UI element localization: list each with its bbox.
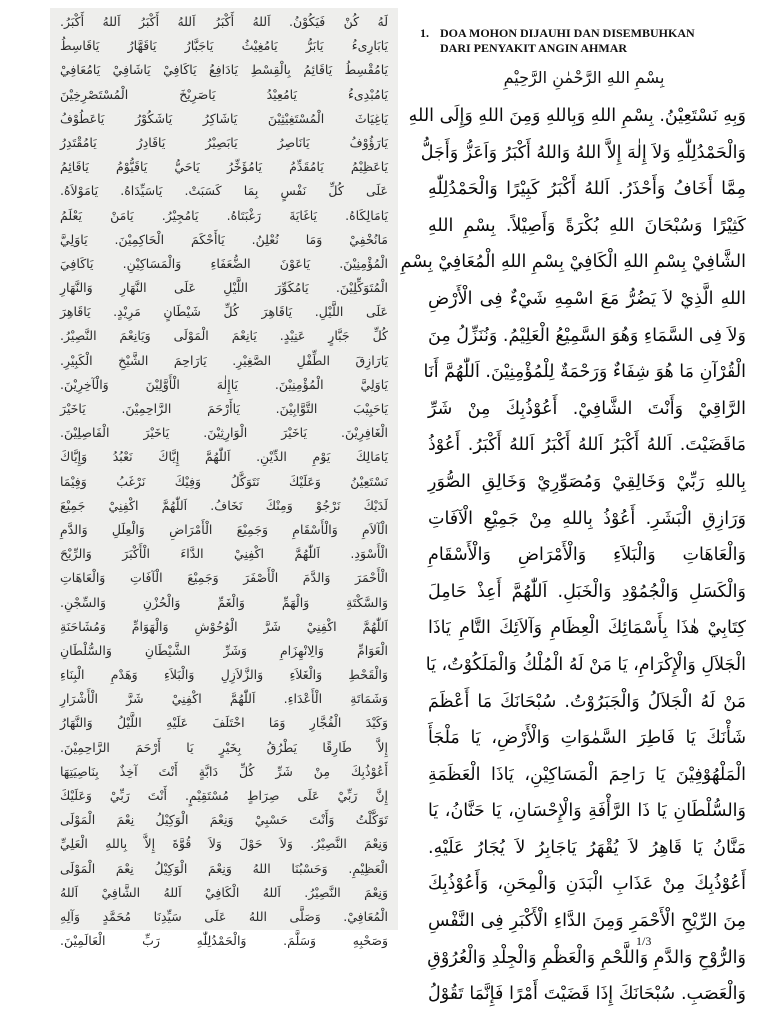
left-text-line: يَارَازِقَ الطِّفْلِ الصَّغِيْرِ. يَارَاحِمَ الشَّيْخِ الْكَبِيْرِ. <box>60 352 388 368</box>
left-text-line: الْعَظِيْمِ. وَحَسْبُنَا اللهُ وَنِعْمَ الْوَكِيْلُ نِعْمَ الْمَوْلَى <box>60 860 388 876</box>
right-text-line: الرَّاقِيْ وَأَنْتَ الشَّافِيْ. أَعُوْذُبِكَ مِنْ شَرِّ <box>428 398 746 419</box>
left-text-line: إِنَّ رَبِّيْ عَلَى صِرَاطٍ مُسْتَقِيْمٍ. أَنْتَ رَبِّيْ وَعَلَيْكَ <box>60 788 388 803</box>
left-text-line: وَصَحْبِهِ وَسَلَّمَ. وَالْحَمْدُلِلّٰهِ رَبِّ الْعَالَمِيْنَ. <box>60 933 388 949</box>
left-text-line: يَاحَبِيْبَ التَّوَّابِيْنَ. يَاأَرْحَمَ الرَّاحِمِيْنَ. يَاخَيْرَ <box>60 401 388 416</box>
right-text-line: وَالْحَمْدُلِلّٰهِ وَلاَ إِلٰهَ إِلاَّ اللهُ وَاللهُ أَكْبَرُ وَاَعَزُّ وَأَجَلُّ <box>420 142 746 163</box>
left-text-line: يَامُبْدِىءُ يَامُعِيْدُ يَاصَرِيْخَ الْمُسْتَصْرِخِيْنَ <box>60 86 388 102</box>
left-text-line: يَامُقْسِطُ يَاقَائِمُ بِالْقِسْطِ يَادَافِعُ يَاكَافِيْ يَاشَافِيْ يَامُعَافِيْ <box>60 62 388 78</box>
right-text-line: الْقُرْآنِ مَا هُوَ شِفَاءٌ وَرَحْمَةٌ لِلْمُؤْمِنِيْنَ. اَللّٰهُمَّ أَنَا <box>423 362 746 383</box>
left-text-line: عَلَى كُلِّ نَفْسٍ بِمَا كَسَبَتْ. يَاسَيِّدَاهُ. يَامَوْلاَهُ. <box>60 183 388 199</box>
left-text-line: يَامَالِكَاهُ. يَاغَايَةَ رَغْبَتَاهُ. يَامُجِيْرُ. يَامَنْ يَعْلَمُ <box>60 207 388 223</box>
right-text-line: أَعُوْذُبِكَ مِنْ عَذَابِ الْبَدَنِ وَالْمِحَنِ، وَأَعُوْذُبِكَ <box>428 874 746 895</box>
right-text-line: وَالْكَسَلِ وَالْجُمُوْدِ وَالْخَبَلِ. اَللّٰهُمَّ أَعِذْ حَامِلَ <box>428 581 746 602</box>
right-text-line: وَالسُّلْطَانِ يَا ذَا الرَّأْفَةِ وَالْإِحْسَانِ، يَا حَنَّانُ، يَا <box>428 801 746 822</box>
right-text-line: شَأْنَكَ يَا فَاطِرَ السَّمٰوَاتِ وَالْأَرْضِ، يَا مَلْجَأَ <box>428 728 746 749</box>
right-text-line: بِاللهِ رَبِّيْ وَخَالِقِيْ وَمُصَوِّرِيْ وَخَالِقِ الصُّوَرِ <box>428 471 746 492</box>
left-text-line: اَللّٰهُمَّ اكْفِنِيْ شَرَّ الْوُحُوْشِ وَالْهَوَامِّ وَمُشَاحَنَةِ <box>60 618 388 634</box>
left-text-line: وَشَمَاتَةِ الْأَعْدَاءِ. اَللّٰهُمَّ اكْفِنِيْ شَرَّ الْأَشْرَارِ <box>60 691 388 707</box>
right-text-line: اللهِ الَّذِيْ لاَ يَضُرُّ مَعَ اسْمِهِ شَيْءٌ فِى الْأَرْضِ <box>428 288 746 309</box>
heading-line-2: DARI PENYAKIT ANGIN AHMAR <box>440 41 628 55</box>
left-text-line: يَابَارِىءُ يَابَرُّ يَامُغِيْثُ يَاجَبَّارُ يَاقَهَّارُ يَاقَاسِطُ <box>60 38 388 54</box>
left-text-line: الْمُعَافِيْ. وَصَلَّى اللهُ عَلَى سَيِّدِنَا مُحَمَّدٍ وَآلِهِ <box>60 908 388 924</box>
left-text-line: لَدَيْكَ نَرْجُوْ وَمِنْكَ نَخَافُ. اَللّٰهُمَّ اكْفِنِيْ جَمِيْعَ <box>60 497 388 513</box>
right-text-line: وَالرُّوْحِ وَالدَّمِ وَاللَّحْمِ وَالْعَظْمِ وَالْجِلْدِ وَالْعُرُوْقِ <box>427 947 746 968</box>
left-text-line: يَاوَلِيَّ الْمُؤْمِنِيْنَ. يَاإِلٰهَ الْأَوَّلِيْنَ وَالْآخِرِيْنَ. <box>60 376 388 392</box>
left-text-line: نَسْتَعِيْنُ وَعَلَيْكَ نَتَوَكَّلُ وَفِيْكَ نَرْغَبُ وَفِيْمَا <box>60 473 388 489</box>
right-text-line: الْمَلْهُوْفِيْنَ يَا رَاحِمَ الْمَسَاكِيْنِ، يَاذَا الْعَظَمَةِ <box>428 764 746 785</box>
left-text-line: يَاغِيَاثَ الْمُسْتَغِيْثِيْنَ يَاشَاكِرُ يَاشَكُوْرُ يَاعَطُوْفُ <box>60 110 388 126</box>
left-text-line: الْمُؤْمِنِيْنَ. يَاعَوْنَ الضُّعَفَاءِ وَالْمَسَاكِيْنِ. يَاكَافِيَ <box>60 255 388 271</box>
right-text-line: وَبِهِ نَسْتَعِيْنُ. بِسْمِ اللهِ وَبِاللهِ وَمِنَ اللهِ وَإِلَى اللهِ <box>408 106 746 126</box>
left-text-line: الْغَافِرِيْنَ. يَاخَيْرَ الْوَارِثِيْنَ. يَاخَيْرَ الْفَاصِلِيْنَ. <box>60 425 388 441</box>
left-text-line: كُلِّ جَبَّارٍ عَنِيْدٍ. يَانِعْمَ الْمَوْلَى وَيَانِعْمَ النَّصِيْرُ. <box>60 328 388 344</box>
left-text-line: يَارَؤُوْفُ يَانَاصِرُ يَابَصِيْرُ يَاقَادِرُ يَامُقْتَدِرُ <box>60 134 388 150</box>
left-text-line: وَكَيْدَ الْفُجَّارِ وَمَا اخْتَلَفَ عَلَيْهِ اللَّيْلُ وَالنَّهَارُ <box>60 715 388 731</box>
heading-line-1: DOA MOHON DIJAUHI DAN DISEMBUHKAN <box>440 26 695 40</box>
left-text-line: الْمُتَوَكِّلِيْنَ. يَامُكَوِّرَ اللَّيْلِ عَلَى النَّهَارِ وَالنَّهَارِ <box>60 280 388 296</box>
left-text-line: وَالْقَحْطِ وَالْغَلاَءِ وَالزَّلاَزِلِ وَالْبَلاَءِ وَهَدْمِ الْبِنَاءِ <box>60 667 388 683</box>
page-number: 1/3 <box>636 934 652 948</box>
right-text-line: وَالْعَصَبِ. سُبْحَانَكَ إِذَا قَضَيْتَ أَمْرًا فَإِنَّمَا تَقُوْلُ <box>428 984 746 1005</box>
left-text-line: مَانُخْفِيْ وَمَا نُعْلِنُ. يَاأَحْكَمَ الْحَاكِمِيْنَ. يَاوَلِيَّ <box>60 231 388 247</box>
right-text-line: مِنَ الرِّيْحِ الْأَحْمَرِ وَمِنَ الدَّاءِ الْأَكْبَرِ فِى النَّفْسِ <box>428 911 746 932</box>
right-text-line: وَرَازِقِ الْبَشَرِ. أَعُوْذُ بِاللهِ مِنْ جَمِيْعِ الْآفَاتِ <box>428 508 746 529</box>
left-text-line: لَهُ كُنْ فَيَكُوْنُ. اَللهُ أَكْبَرُ اَللهُ أَكْبَرُ اَللهُ أَكْبَرُ. <box>60 14 388 29</box>
left-text-line: الْأَحْمَرَ وَالدَّمَ الْأَصْفَرَ وَجَمِيْعَ الْآفَاتِ وَالْعَاهَاتِ <box>60 570 388 586</box>
heading-number: 1. <box>420 26 429 40</box>
left-text-line: عَلَى اللَّيْلِ. يَاقَاهِرَ كُلِّ شَيْطَانٍ مَرِيْدٍ. يَاقَاهِرَ <box>60 304 388 320</box>
left-text-line: وَالسَّكْتَةِ وَالْهَمِّ وَالْغَمِّ وَالْحُزْنِ وَالسِّجْنِ. <box>60 594 388 610</box>
left-text-line: يَامَالِكَ يَوْمِ الدِّيْنِ. اَللّٰهُمَّ إِيَّاكَ نَعْبُدُ وَإِيَّاكَ <box>60 449 388 465</box>
heading <box>440 26 760 56</box>
left-text-line: الْآلاَمِ وَالْأَسْقَامِ وَجَمِيْعَ الْأَمْرَاضِ وَالْعِلَلِ وَالدَّمِ <box>60 521 388 537</box>
right-text-line: مَنَّانُ يَا قَاهِرُ لاَ يُقْهَرُ يَاجَابِرُ لاَ يُجَارُ عَلَيْهِ. <box>428 837 746 858</box>
left-text-line: وَنِعْمَ النَّصِيْرُ. اَللهُ الْكَافِيْ اَللهُ الشَّافِيْ اَللهُ <box>60 884 388 900</box>
right-text-line: مَنْ لَهُ الْجَلاَلُ وَالْجَبَرُوْتُ. سُبْحَانَكَ مَا أَعْظَمَ <box>428 691 746 712</box>
left-text-line: الْأَسْوَدِ. اَللّٰهُمَّ اكْفِنِيْ الدَّاءَ الْأَكْبَرَ وَالرِّيْحَ <box>60 546 388 562</box>
right-text-line: كَثِيْرًا وَسُبْحَانَ اللهِ بُكْرَةً وَأَصِيْلاً. بِسْمِ اللهِ <box>428 215 746 236</box>
right-text-line: الْجَلاَلِ وَالْإِكْرَامِ، يَا مَنْ لَهُ الْمُلْكُ وَالْمَلَكُوْتُ، يَا <box>425 654 746 675</box>
right-text-line: الشَّافِيْ بِسْمِ اللهِ الْكَافِيْ بِسْمِ اللهِ الْمُعَافِيْ بِسْمِ <box>400 252 746 273</box>
right-text-block <box>400 98 746 1013</box>
left-text-line: وَنِعْمَ النَّصِيْرُ. وَلاَ حَوْلَ وَلاَ قُوَّةَ إِلاَّ بِاللهِ الْعَلِيِّ <box>60 836 388 852</box>
basmala: بِسْمِ اللهِ الرَّحْمٰنِ الرَّحِيْمِ <box>503 68 665 87</box>
right-text-line: وَالْعَاهَاتِ وَالْبَلاَءِ وَالْأَمْرَاضِ وَالْأَسْقَامِ <box>428 545 746 566</box>
right-text-line: كِتَابِيْ هٰذَا بِأَسْمَائِكَ الْعِظَامِ وَآلاَئِكَ التَّامِ يَاذَا <box>428 618 746 639</box>
left-text-line: تَوَكَّلْتُ وَأَنْتَ حَسْبِيْ وَنِعْمَ الْوَكِيْلُ نِعْمَ الْمَوْلَى <box>60 812 388 828</box>
right-text-line: مَاقَضَيْتَ. اَللهُ أَكْبَرُ اَللهُ أَكْبَرُ اَللهُ أَكْبَرُ. أَعُوْذُ <box>428 435 746 456</box>
left-scanned-column <box>50 8 398 949</box>
left-text-line: يَاعَظِيْمُ يَامُقَدِّمُ يَامُؤَخِّرُ يَاحَيُّ يَاقَيُّوْمُ يَاقَائِمُ <box>60 159 388 175</box>
left-text-line: إِلاَّ طَارِقًا يَطْرُقُ بِخَيْرٍ يَا أَرْحَمَ الرَّاحِمِيْنَ. <box>60 739 388 755</box>
right-text-line: وَلاَ فِى السَّمَاءِ وَهُوَ السَّمِيْعُ الْعَلِيْمُ. وَنُنَزِّلُ مِنَ <box>428 325 746 346</box>
right-text-line: مِمَّا أَخَافُ وَأَحْذَرُ. اَللهُ أَكْبَرُ كَبِيْرًا وَالْحَمْدُلِلّٰهِ <box>428 179 746 200</box>
left-text-line: الْعَوَامِّ وَالِانْهِزَامِ وَشَرِّ الشَّيْطَانِ وَالسُّلْطَانِ <box>60 642 388 658</box>
left-text-line: أَعُوْذُبِكَ مِنْ شَرِّ كُلِّ دَابَّةٍ أَنْتَ آخِذٌ بِنَاصِيَتِهَا <box>60 763 388 779</box>
left-text-block <box>60 10 388 953</box>
